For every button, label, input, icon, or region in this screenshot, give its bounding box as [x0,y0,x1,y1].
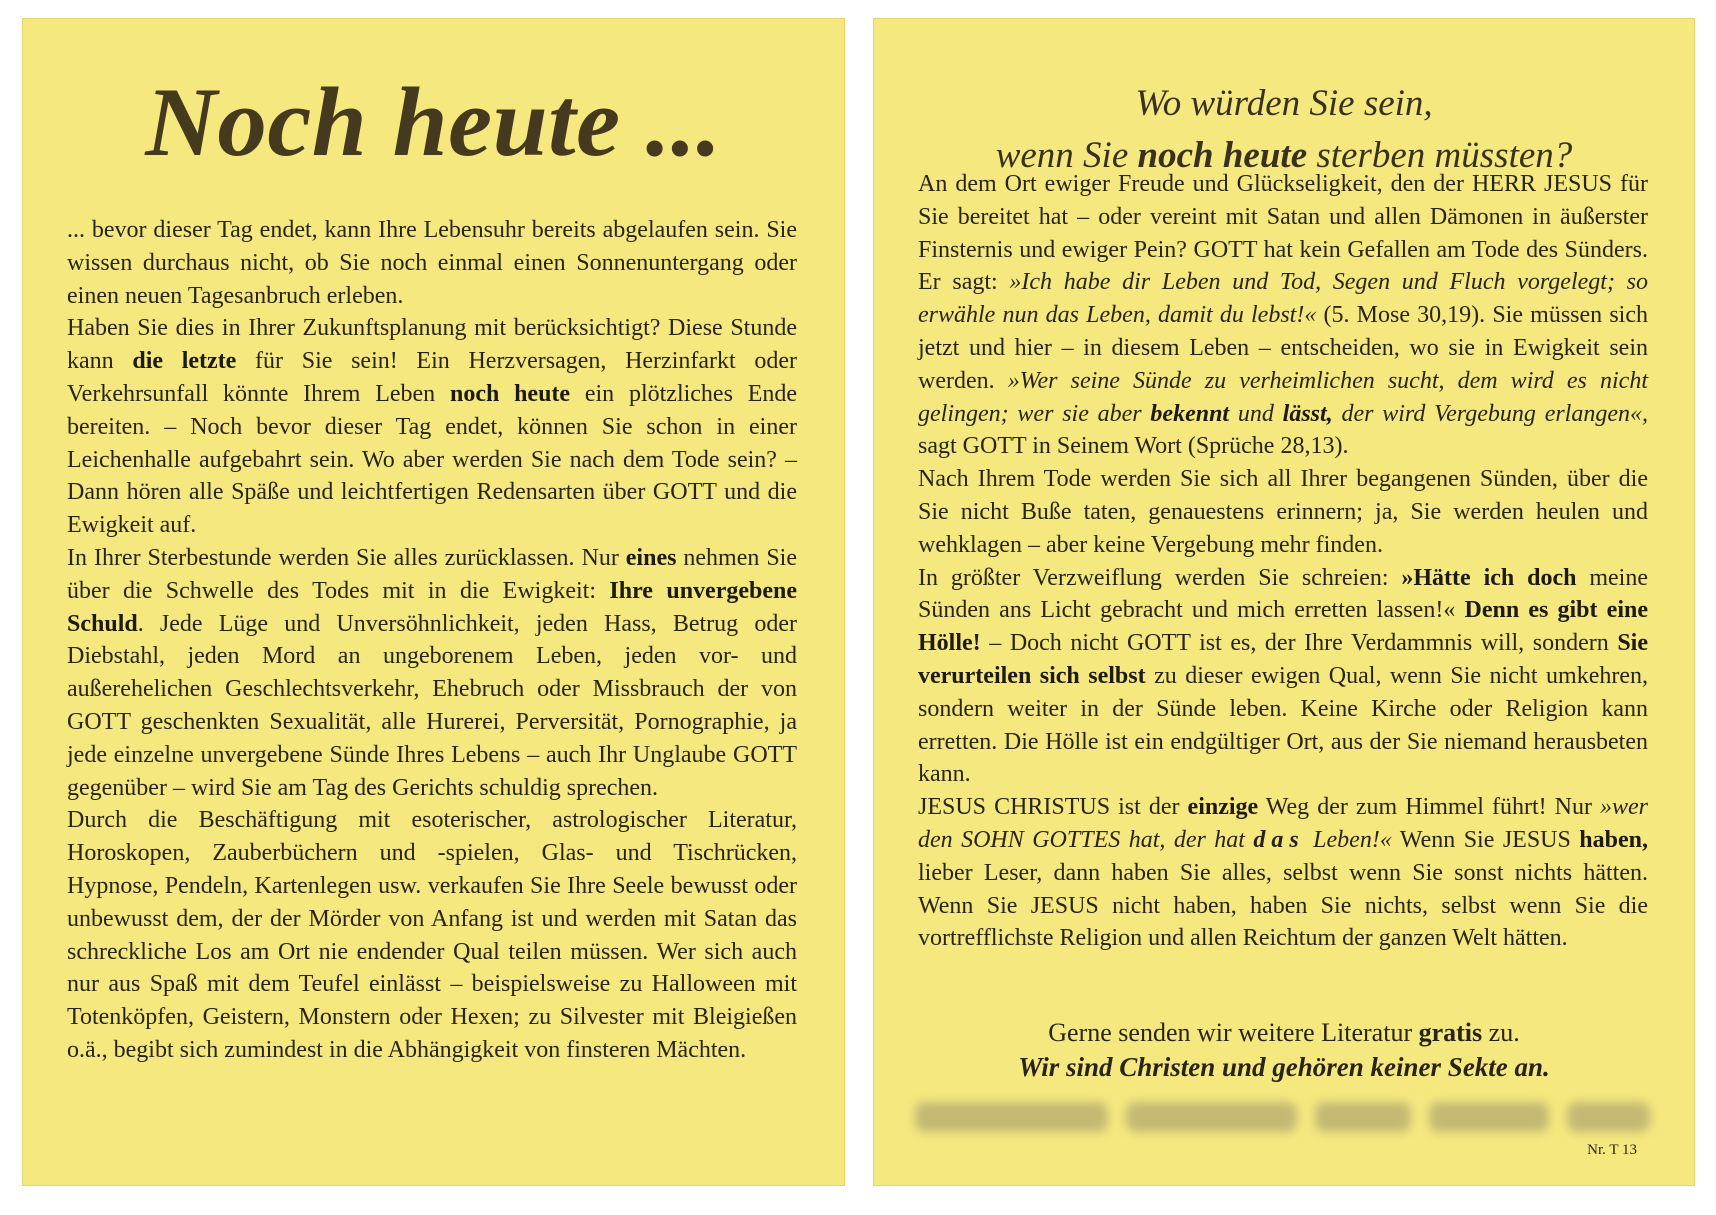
left-title: Noch heute ... [145,68,722,177]
left-text-run: eines [625,544,677,571]
left-paragraph [67,804,797,1066]
closing-line-1-start: Gerne senden wir weitere Literatur [1048,1018,1419,1047]
right-text-run: Wenn Sie JESUS [1391,826,1580,853]
closing-line-2: Wir sind Christen und gehören keiner Sekte an. [1018,1052,1550,1082]
right-card [873,18,1695,1186]
right-text-run: der wird Vergebung erlangen«, [1332,400,1649,427]
right-title-line1: Wo würden Sie sein, [1135,83,1433,124]
left-paragraph [67,312,797,542]
right-title-line2-end: sterben müssten? [1307,135,1573,176]
right-paragraph [918,463,1648,561]
right-paragraph [918,791,1648,955]
right-text-run: Denn es gibt eine Hölle! [918,597,1648,657]
right-text-run: bekennt [1150,400,1230,427]
right-text-run: einzige [1187,794,1259,821]
right-text-run: meine Sünden ans Licht gebracht und mich erretten lassen!« [918,564,1648,624]
right-paragraph [918,562,1648,792]
right-title-line2-emphasis: noch heute [1137,135,1308,176]
redacted-address [915,1100,1650,1134]
right-text-run: lässt, [1282,400,1333,427]
right-text-run: Weg der zum Himmel führt! Nur [1258,794,1601,821]
left-text-run: Ihre unvergebene Schuld [67,577,798,637]
closing-line-1-end: zu. [1482,1018,1520,1047]
left-text-run: für Sie sein! Ein Herzversagen, Herzinfarkt oder Verkehrsunfall könnte Ihrem Leben [67,348,798,407]
right-text-run: haben, [1579,826,1648,853]
right-text-run: Nach Ihrem Tode werden Sie sich all Ihrer begangenen Sünden, über die Sie nicht Buße taten, genauestens erinnern; ja, Sie werden heulen und wehklagen – aber keine Vergebung mehr finden. [918,466,1648,558]
right-text-run: »Hätte ich doch [1401,564,1577,591]
left-text-run: Haben Sie dies in Ihrer Zukunftsplanung mit berücksichtigt? Diese Stunde kann [67,315,797,375]
right-text-run: – Doch nicht GOTT ist es, der Ihre Verdammnis will, sondern [980,630,1618,657]
left-paragraph [67,214,797,312]
left-text-run: ein plötzliches Ende bereiten. – Noch bevor dieser Tag endet, können Sie schon in einer Leichenhalle aufgebahrt sein. Wo aber werden Sie nach dem Tode sein? – Dann hören alle Späße und leichtfertigen Redensarten über GOTT und die Ewigkeit auf. [67,380,798,539]
right-body-text [918,168,1648,955]
left-text-run: Durch die Beschäftigung mit esoterischer, astrologischer Literatur, Horoskopen, Zauberbüchern und -spielen, Glas- und Tischrücken, Hypnose, Pendeln, Kartenlegen usw. verkaufen Sie Ihre Seele bewusst oder unbewusst dem, der der Mörder von Anfang ist und werden mit Satan das schreckliche Los am Ort nie endender Qual teilen müssen. Wer sich auch nur aus Spaß mit dem Teufel einlässt – beispielsweise zu Halloween mit Totenköpfen, Geistern, Monstern oder Hexen; zu Silvester mit Bleigießen o.ä., begibt sich zumindest in die Abhängigkeit von finsteren Mächten. [67,807,797,1063]
left-text-run: ... bevor dieser Tag endet, kann Ihre Lebensuhr bereits abgelaufen sein. Sie wissen durchaus nicht, ob Sie noch einmal einen Sonnenuntergang oder einen neuen Tagesanbruch erleben. [67,217,797,309]
right-text-run: In größter Verzweiflung werden Sie schreien: [918,564,1402,591]
closing-line-1 [873,1018,1695,1048]
left-text-run: die letzte [132,348,237,375]
right-text-run: sagt GOTT in Seinem Wort (Sprüche 28,13). [918,433,1349,460]
left-body-text [67,214,797,1067]
right-text-run: »Wer seine Sünde zu verheimlichen sucht, dem wird es nicht gelingen; wer sie aber [918,367,1648,427]
left-text-run: noch heute [449,380,571,407]
right-title-line2-start: wenn Sie [995,135,1138,176]
left-text-run: nehmen Sie über die Schwelle des Todes mit in die Ewigkeit: [67,544,797,604]
right-text-run: An dem Ort ewiger Freude und Glückseligkeit, den der HERR JESUS für Sie bereitet hat – oder vereint mit Satan und allen Dämonen in äußerster Finsternis und ewiger Pein? GOTT hat kein Gefallen am Tode des Sünders. Er sagt: [918,171,1648,296]
left-text-run: . Jede Lüge und Unversöhnlichkeit, jeden Hass, Betrug oder Diebstahl, jeden Mord an ungeborenem Leben, jeden vor- und außerehelichen Geschlechtsverkehr, Ehebruch oder Missbrauch der von GOTT geschenkten Sexualität, alle Hurerei, Perversität, Pornographie, ja jede einzelne unvergebene Sünde Ihres Lebens – auch Ihr Unglaube GOTT gegenüber – wird Sie am Tag des Gerichts schuldig sprechen. [67,610,797,801]
left-text-run: In Ihrer Sterbestunde werden Sie alles zurücklassen. Nur [67,544,626,571]
tract-number: Nr. T 13 [1587,1142,1637,1158]
closing-line-1-emphasis: gratis [1418,1018,1483,1047]
right-text-run: Leben!« [1304,826,1392,853]
right-text-run: »wer den SOHN GOTTES hat, der hat [918,794,1649,853]
left-card [22,18,845,1186]
right-paragraph [918,168,1648,463]
right-text-run: (5. Mose 30,19). Sie müssen sich jetzt und hier – in diesem Leben – entscheiden, wo sie in Ewigkeit sein werden. [918,302,1648,394]
right-text-run: lieber Leser, dann haben Sie alles, selbst wenn Sie sonst nichts hätten. Wenn Sie JESUS nicht haben, haben Sie nichts, selbst wenn Sie die vortrefflichste Religion und allen Reichtum der ganzen Welt hätten. [918,859,1648,952]
right-text-run: zu dieser ewigen Qual, wenn Sie nicht umkehren, sondern weiter in der Sünde leben. Keine Kirche oder Religion kann erretten. Die Hölle ist ein endgültiger Ort, aus der Sie niemand herausbeten kann. [918,662,1648,788]
right-text-run: »Ich habe dir Leben und Tod, Segen und Fluch vorgelegt; so erwähle nun das Leben, damit du lebst!« [918,269,1648,329]
right-text-run: und [1229,400,1283,427]
right-text-run: JESUS CHRISTUS ist der [918,794,1188,821]
right-text-run: Sie verurteilen sich selbst [918,630,1648,689]
right-title [873,78,1695,182]
left-paragraph [67,542,797,804]
right-text-run: das [1253,826,1305,853]
